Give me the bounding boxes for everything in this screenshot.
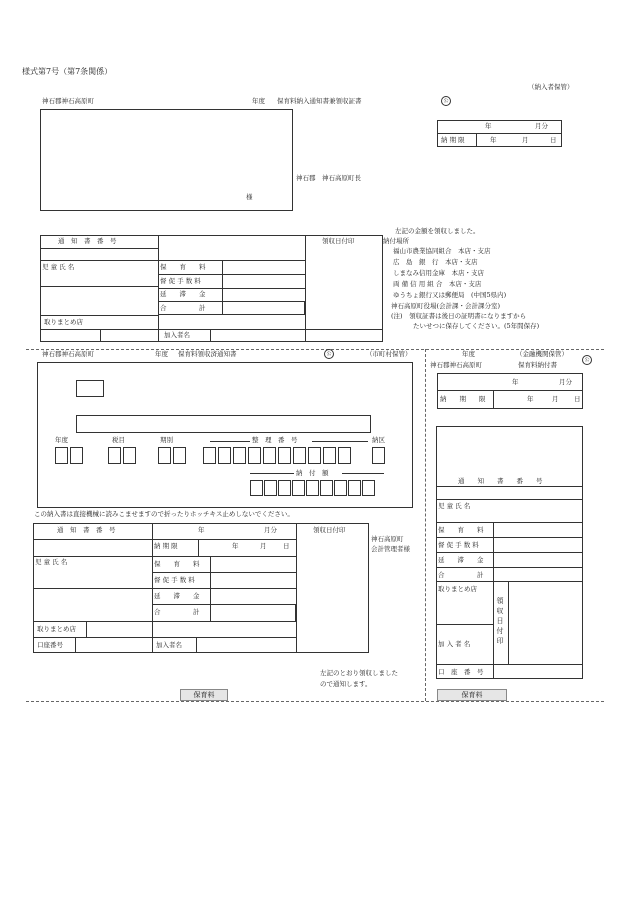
late-fee-label-bl: 延 滞 金 <box>154 592 200 600</box>
due-label-br: 納 期 限 <box>440 395 486 403</box>
doc-title-br: 保育料納付書 <box>518 361 557 369</box>
late-fee-label-br: 延 滞 金 <box>438 556 484 564</box>
official-seal-bl: 公 <box>324 349 334 359</box>
notice-number-label: 通 知 書 番 号 <box>58 237 117 245</box>
child-name-label-bl: 児 童 氏 名 <box>35 558 68 566</box>
payment-places-label: 納付場所 <box>383 237 409 245</box>
fee-tab-br[interactable]: 保育料 <box>437 689 507 701</box>
store-label: 取りまとめ店 <box>44 318 83 326</box>
cut-line-vertical <box>425 349 426 701</box>
ocr-kibetsu-label: 期別 <box>160 436 173 444</box>
due-month-bl: 月 <box>260 542 267 550</box>
place-4: 両 備 信 用 組 合 本店・支店 <box>393 280 482 288</box>
fee-label: 保 育 料 <box>160 263 206 271</box>
receipt-stamp-label: 領収日付印 <box>322 237 355 245</box>
official-seal: 公 <box>441 96 451 106</box>
place-5: ゆうちょ銀行又は郵便局 (中国5県内) <box>393 291 507 299</box>
store-label-bl: 取りまとめ店 <box>37 625 76 633</box>
nendo-top: 年度 <box>252 97 265 105</box>
cut-line-bottom <box>26 701 604 702</box>
fee-label-bl: 保 育 料 <box>154 560 200 568</box>
doc-title-bl: 保育料領収済通知書 <box>178 350 237 358</box>
total-label-br: 合 計 <box>438 571 484 579</box>
period-year-bl: 年 <box>198 526 205 534</box>
payer-label: 加入者名 <box>164 331 190 339</box>
due-year-br: 年 <box>527 395 534 403</box>
account-label-br: 口 座 番 号 <box>438 668 484 676</box>
place-6: 神石高原町役場(会計課・会計課分室) <box>391 302 501 310</box>
due-day-bl: 日 <box>283 542 290 550</box>
due-year: 年 <box>490 136 497 144</box>
store-label-br: 取りまとめ店 <box>438 585 477 593</box>
receipt-stamp-label-br: 領収日付印 <box>496 597 504 645</box>
fee-tab-bl[interactable]: 保育料 <box>180 689 228 701</box>
issuer-name: 神石郡 神石高原町長 <box>296 174 361 182</box>
ocr-amount-label: 納 付 額 <box>296 469 329 477</box>
scan-warning: この納入書は直接機械に読みこませますので折ったりホッチキス止めしないでください。 <box>34 510 294 518</box>
period-year: 年 <box>485 122 492 130</box>
doc-title-top: 保育料納入通知書兼領収証書 <box>277 97 362 105</box>
reminder-fee-label-bl: 督 促 手 数 料 <box>154 576 195 584</box>
due-day: 日 <box>550 136 557 144</box>
due-month: 月 <box>522 136 529 144</box>
due-label-bl: 納 期 限 <box>154 542 178 550</box>
town-name-bl: 神石郡神石高原町 <box>42 350 94 358</box>
notice-number-label-br: 通 知 書 番 号 <box>458 477 543 485</box>
note-line-1: (注) 領収証書は後日の証明書になりますから <box>391 312 527 320</box>
place-2: 広 島 銀 行 本店・支店 <box>393 258 478 266</box>
due-month-br: 月 <box>552 395 559 403</box>
receipt-message: 左記の金額を領収しました。 <box>395 227 480 235</box>
copy-note-bl: （市町村保管） <box>366 350 412 358</box>
due-year-bl: 年 <box>232 542 239 550</box>
payer-label-bl: 加入者名 <box>156 641 182 649</box>
form-number: 様式第7号（第7条関係） <box>22 67 113 76</box>
ocr-marker <box>76 380 104 397</box>
treasurer-name: 会計管理者様 <box>371 545 410 553</box>
notice-number-label-bl: 通 知 書 番 号 <box>57 526 116 534</box>
period-month: 月分 <box>535 122 548 130</box>
ocr-nouku-label: 納区 <box>372 436 385 444</box>
total-label: 合 計 <box>160 304 206 312</box>
ocr-zeimoku-label: 税目 <box>112 436 125 444</box>
payer-label-br: 加 入 者 名 <box>438 640 471 648</box>
period-month-bl: 月分 <box>264 526 277 534</box>
note-line-2: たいせつに保存してください。(5年間保存) <box>413 322 540 330</box>
official-seal-br: 公 <box>582 355 592 365</box>
place-3: しまなみ信用金庫 本店・支店 <box>393 269 484 277</box>
nendo-br: 年度 <box>462 350 475 358</box>
child-name-label: 児 童 氏 名 <box>42 263 75 271</box>
ocr-name-line <box>76 415 371 433</box>
town-name-top: 神石郡神石高原町 <box>42 97 94 105</box>
copy-note-top: （納入者保管） <box>528 83 574 91</box>
late-fee-label: 延 滞 金 <box>160 290 206 298</box>
sama-label: 様 <box>246 193 253 201</box>
address-box <box>40 109 293 211</box>
nendo-bl: 年度 <box>155 350 168 358</box>
town-name-br: 神石郡神石高原町 <box>430 361 482 369</box>
account-label-bl: 口座番号 <box>37 641 63 649</box>
reminder-fee-label: 督 促 手 数 料 <box>160 277 201 285</box>
period-month-br: 月分 <box>559 378 572 386</box>
child-name-label-br: 児 童 氏 名 <box>438 502 471 510</box>
due-day-br: 日 <box>574 395 581 403</box>
ocr-seiri-label: 整 理 番 号 <box>252 436 298 444</box>
notify-line-1: 左記のとおり領収しました <box>320 669 398 677</box>
fee-label-br: 保 育 料 <box>438 526 484 534</box>
reminder-fee-label-br: 督 促 手 数 料 <box>438 541 479 549</box>
place-1: 福山市農業協同組合 本店・支店 <box>393 247 491 255</box>
ocr-nendo-label: 年度 <box>55 436 68 444</box>
copy-note-br: （金融機関保管） <box>516 350 568 358</box>
treasurer-town: 神石高原町 <box>371 535 404 543</box>
receipt-stamp-label-bl: 領収日付印 <box>313 526 346 534</box>
notify-line-2: ので通知します。 <box>320 680 372 688</box>
period-year-br: 年 <box>512 378 519 386</box>
due-label: 納 期 限 <box>441 136 465 144</box>
total-label-bl: 合 計 <box>154 608 200 616</box>
